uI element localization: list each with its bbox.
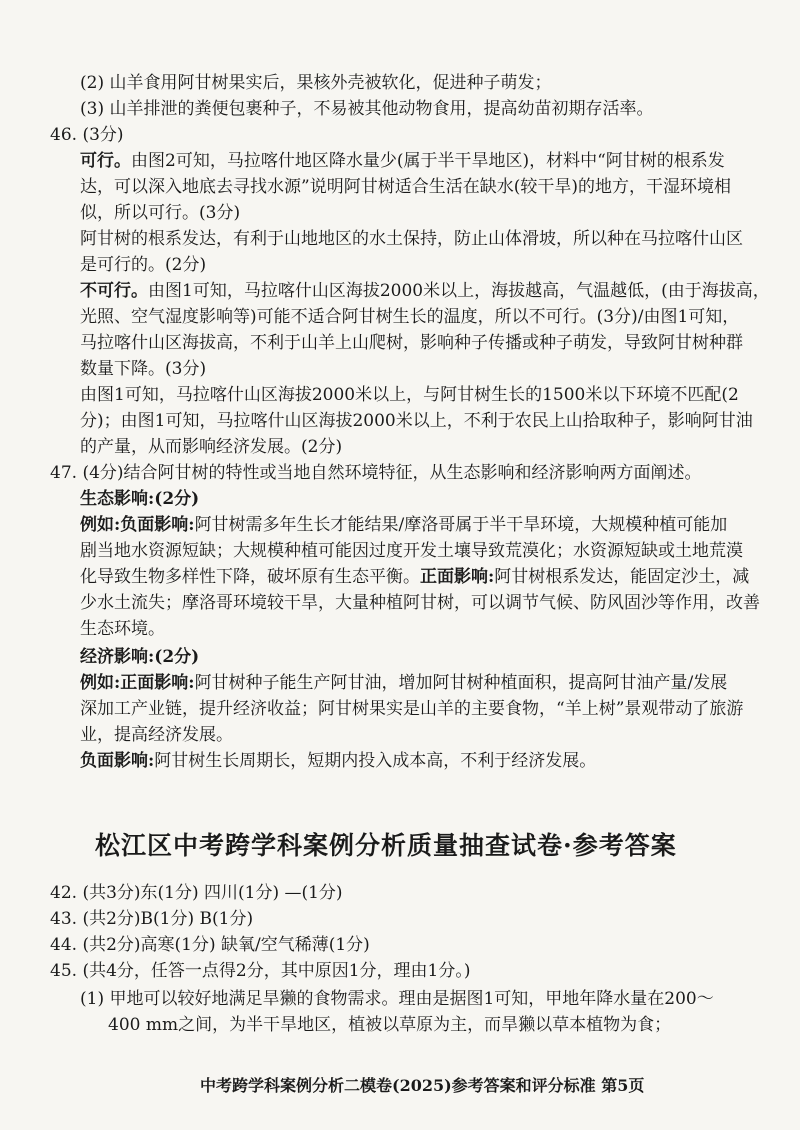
answer-line: 数量下降。(3分) — [80, 359, 207, 379]
answer-text: 阿甘树生长周期长，短期内投入成本高，不利于经济发展。 — [154, 751, 597, 771]
answer-line: 45. (共4分，任答一点得2分，其中原因1分，理由1分。) — [50, 961, 471, 981]
answer-text: 由图2可知，马拉喀什地区降水量少(属于半干旱地区)，材料中“阿甘树的根系发 — [131, 151, 725, 171]
answer-line — [80, 566, 749, 588]
answer-emphasis: 可行。 — [80, 151, 131, 171]
section-title: 松江区中考跨学科案例分析质量抽查试卷·参考答案 — [95, 831, 677, 860]
answer-text: 阿甘树需多年生长才能结果/摩洛哥属于半干旱环境，大规模种植可能加 — [194, 515, 728, 535]
answer-line: 43. (共2分)B(1分) B(1分) — [50, 909, 254, 929]
answer-emphasis: 负面影响: — [80, 751, 155, 771]
answer-line: 少水土流失；摩洛哥环境较干旱，大量种植阿甘树，可以调节气候、防风固沙等作用，改善 — [80, 593, 760, 613]
answer-line: 由图1可知，马拉喀什山区海拔2000米以上，与阿甘树生长的1500米以下环境不匹配(2 — [80, 385, 739, 405]
answer-line — [80, 514, 727, 536]
answer-line: (3) 山羊排泄的粪便包裹种子，不易被其他动物食用，提高幼苗初期存活率。 — [80, 99, 654, 119]
question-number: 47. (4分)结合阿甘树的特性或当地自然环境特征，从生态影响和经济影响两方面阐述。 — [50, 463, 702, 483]
answer-text: 阿甘树种子能生产阿甘油，增加阿甘树种植面积，提高阿甘油产量/发展 — [194, 673, 728, 693]
answer-text: 由图1可知，马拉喀什山区海拔2000米以上，海拔越高，气温越低，(由于海拔高， — [148, 281, 770, 301]
answer-line — [80, 750, 596, 772]
answer-emphasis: 例如:正面影响: — [80, 673, 195, 693]
answer-emphasis: 例如:负面影响: — [80, 515, 195, 535]
answer-line: 阿甘树的根系发达，有利于山地地区的水土保持，防止山体滑坡，所以种在马拉喀什山区 — [80, 229, 743, 249]
answer-line — [80, 150, 725, 172]
answer-line: 生态环境。 — [80, 619, 165, 639]
answer-line: (1) 甲地可以较好地满足旱獭的食物需求。理由是据图1可知，甲地年降水量在200～ — [80, 989, 714, 1009]
answer-line: 深加工产业链，提升经济收益；阿甘树果实是山羊的主要食物，“羊上树”景观带动了旅游 — [80, 699, 744, 719]
answer-line: 达，可以深入地底去寻找水源”说明阿甘树适合生活在缺水(较干旱)的地方，干湿环境相 — [80, 177, 731, 197]
answer-text: 化导致生物多样性下降，破坏原有生态平衡。 — [80, 567, 420, 587]
answer-line: 业，提高经济发展。 — [80, 725, 233, 745]
answer-line: 分)；由图1可知，马拉喀什山区海拔2000米以上，不利于农民上山拾取种子，影响阿甘油 — [80, 411, 753, 431]
question-number: 46. (3分) — [50, 125, 124, 145]
answer-text: 阿甘树根系发达，能固定沙土，减 — [494, 567, 750, 587]
section-label: 经济影响:(2分) — [80, 647, 200, 667]
answer-emphasis: 不可行。 — [80, 281, 148, 301]
answer-line: 44. (共2分)高寒(1分) 缺氧/空气稀薄(1分) — [50, 935, 370, 955]
answer-line: 光照、空气湿度影响等)可能不适合阿甘树生长的温度，所以不可行。(3分)/由图1可知， — [80, 307, 740, 327]
answer-line: 剧当地水资源短缺；大规模种植可能因过度开发土壤导致荒漠化；水资源短缺或土地荒漠 — [80, 541, 743, 561]
answer-line: 是可行的。(2分) — [80, 255, 207, 275]
answer-line: 400 mm之间，为半干旱地区，植被以草原为主，而旱獭以草本植物为食； — [108, 1015, 672, 1035]
answer-line — [80, 672, 727, 694]
answer-line: 马拉喀什山区海拔高，不利于山羊上山爬树，影响种子传播或种子萌发，导致阿甘树种群 — [80, 333, 743, 353]
answer-emphasis: 正面影响: — [420, 567, 495, 587]
answer-line — [80, 280, 770, 302]
answer-line: 的产量，从而影响经济发展。(2分) — [80, 437, 343, 457]
answer-line: (2) 山羊食用阿甘树果实后，果核外壳被软化，促进种子萌发； — [80, 73, 552, 93]
section-label: 生态影响:(2分) — [80, 489, 200, 509]
answer-line: 似，所以可行。(3分) — [80, 203, 241, 223]
answer-line: 42. (共3分)东(1分) 四川(1分) —(1分) — [50, 883, 343, 903]
page-footer: 中考跨学科案例分析二模卷(2025)参考答案和评分标准 第5页 — [200, 1076, 645, 1095]
